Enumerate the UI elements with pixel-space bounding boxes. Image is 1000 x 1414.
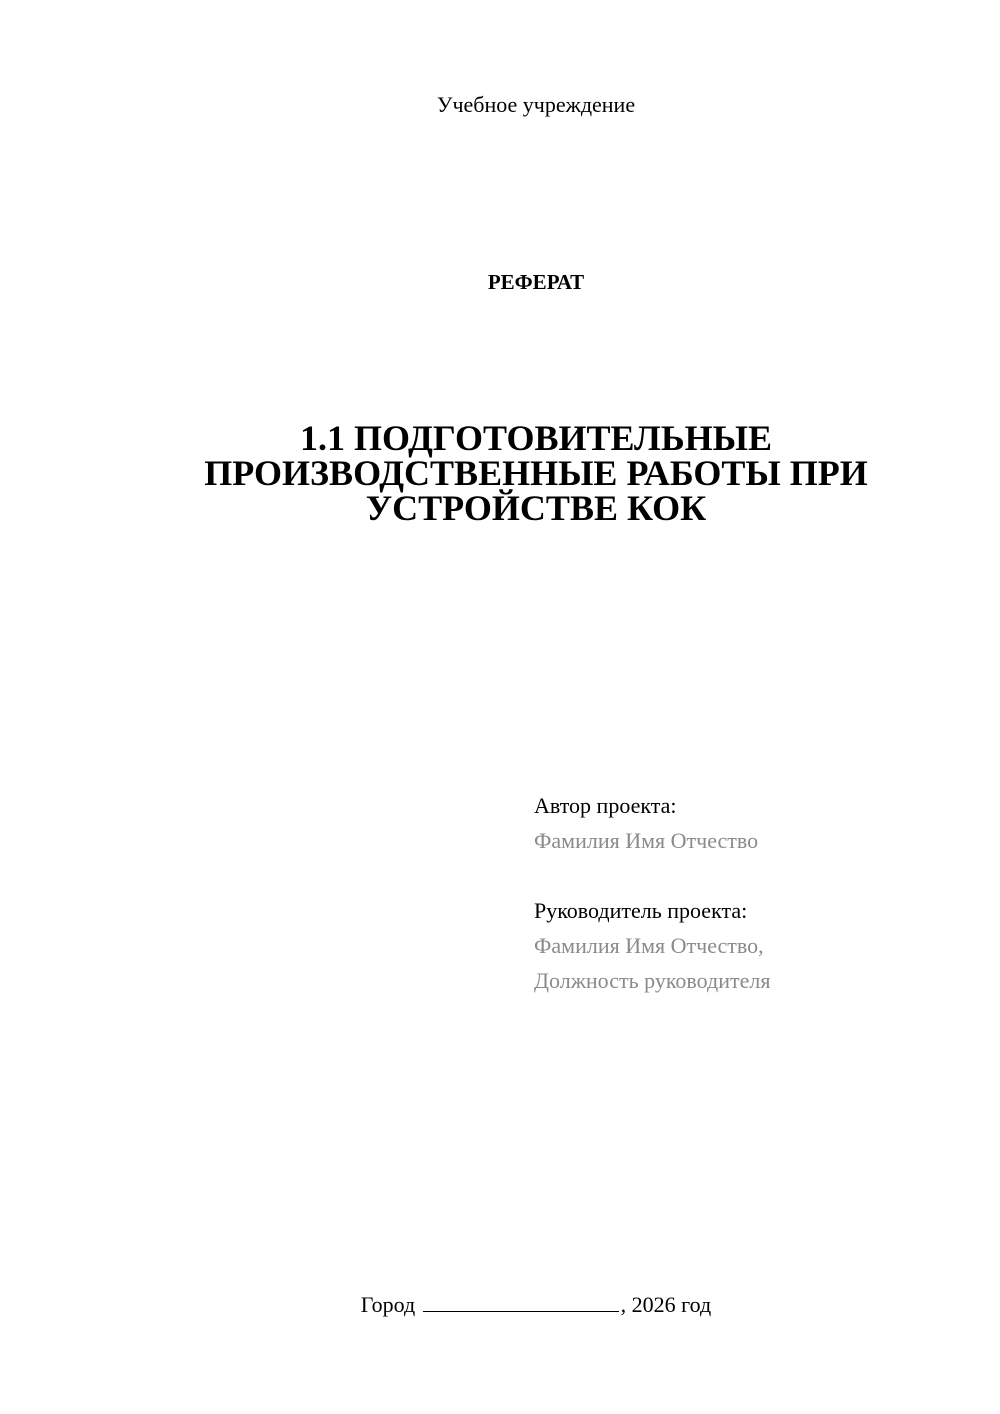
- supervisor-position: Должность руководителя: [534, 968, 771, 993]
- author-name: Фамилия Имя Отчество: [534, 828, 759, 853]
- year-text: , 2026 год: [620, 1292, 712, 1317]
- supervisor-block: [534, 893, 974, 998]
- document-title: [0, 418, 1000, 528]
- city-blank-line: [423, 1291, 619, 1312]
- supervisor-name: Фамилия Имя Отчество,: [534, 933, 764, 958]
- supervisor-label: Руководитель проекта:: [534, 898, 748, 923]
- title-line-1: 1.1 ПОДГОТОВИТЕЛЬНЫЕ: [299, 418, 773, 458]
- author-block: [534, 788, 974, 858]
- title-line-2: ПРОИЗВОДСТВЕННЫЕ РАБОТЫ ПРИ: [204, 453, 868, 493]
- author-label: Автор проекта:: [534, 793, 677, 818]
- footer-city-year: [0, 1290, 1000, 1320]
- city-label: Город: [360, 1292, 416, 1317]
- institution-name: Учебное учреждение: [436, 92, 636, 117]
- credits-block: [534, 788, 974, 1033]
- title-line-3: УСТРОЙСТВЕ КОК: [365, 488, 707, 528]
- document-type: РЕФЕРАТ: [487, 270, 585, 294]
